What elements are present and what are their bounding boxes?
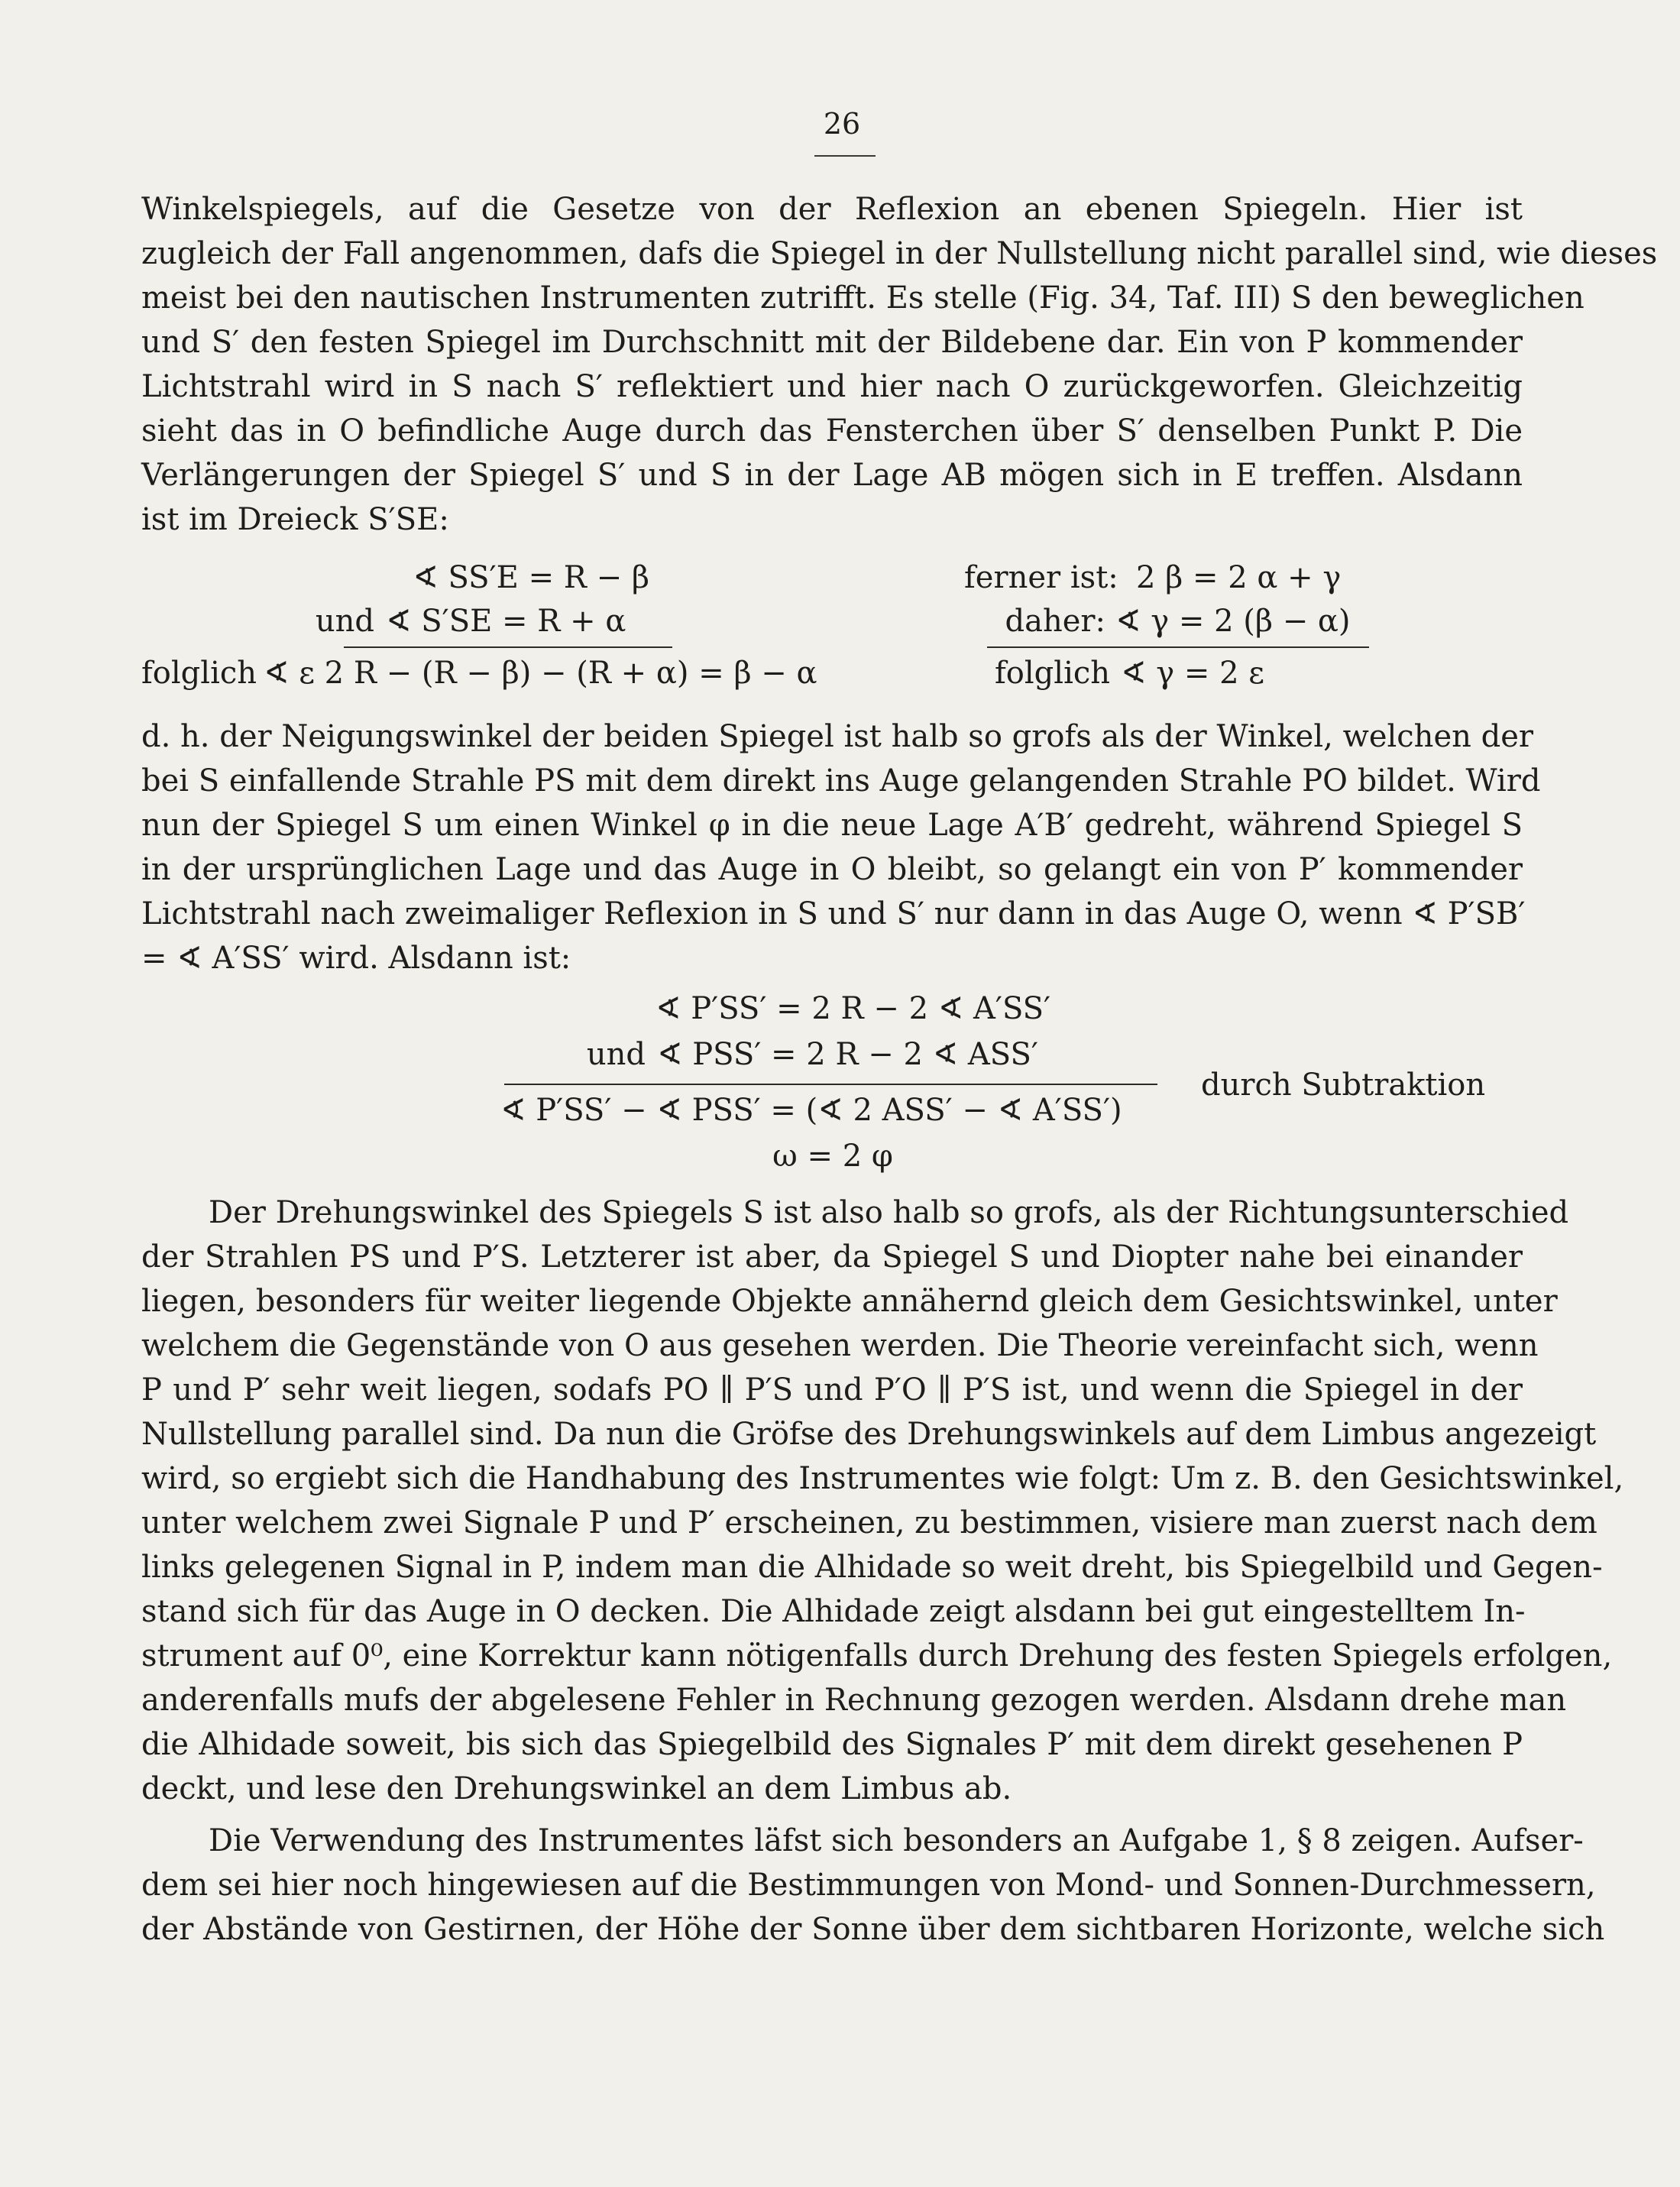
text-line: wird, so ergiebt sich die Handhabung des Instrumentes wie folgt: Um z. B. den Gesichtswinkel, [141,1461,1624,1496]
equation-left-2: ∢ S′SE = R + α [386,604,626,639]
equation-label-und: und [315,604,374,639]
text-line: meist bei den nautischen Instrumenten zutrifft. Es stelle (Fig. 34, Taf. III) S den beweglichen [141,280,1585,316]
text-line: Nullstellung parallel sind. Da nun die Gröfse des Drehungswinkels auf dem Limbus angezeigt [141,1417,1597,1452]
equation-right-3: ∢ γ = 2 ε [1121,656,1264,691]
text-line: liegen, besonders für weiter liegende Objekte annähernd gleich dem Gesichtswinkel, unter [141,1284,1558,1319]
text-line: anderenfalls mufs der abgelesene Fehler in Rechnung gezogen werden. Alsdann drehe man [141,1683,1567,1718]
equation-label-ferner: ferner ist: [964,560,1118,595]
text-line: dem sei hier noch hingewiesen auf die Bestimmungen von Mond- und Sonnen-Durchmessern, [141,1868,1596,1903]
text-line: links gelegenen Signal in P, indem man die Alhidade so weit dreht, bis Spiegelbild und Gegen- [141,1550,1603,1585]
text-line: nun der Spiegel S um einen Winkel φ in die neue Lage A′B′ gedreht, während Spiegel S [141,808,1523,843]
equation-2-line-1: ∢ P′SS′ = 2 R − 2 ∢ A′SS′ [655,991,1051,1026]
text-line: Lichtstrahl wird in S nach S′ reflektiert und hier nach O zurückgeworfen. Gleichzeitig [141,369,1523,404]
equation-left-3: ∢ ε 2 R − (R − β) − (R + α) = β − α [264,656,817,691]
paragraph-4 [141,1819,1605,1952]
equation-right-1: 2 β = 2 α + γ [1136,560,1342,595]
equation-label-folglich: folglich [141,656,257,691]
equation-rule [344,646,672,648]
text-line: Der Drehungswinkel des Spiegels S ist also halb so grofs, als der Richtungsunterschied [209,1195,1569,1230]
text-line: Winkelspiegels, auf die Gesetze von der Reflexion an ebenen Spiegeln. Hier ist [141,192,1523,227]
text-line: sieht das in O befindliche Auge durch das Fensterchen über S′ denselben Punkt P. Die [141,413,1523,449]
text-line: deckt, und lese den Drehungswinkel an dem Limbus ab. [141,1771,1012,1806]
equation-left-1: ∢ SS′E = R − β [413,560,649,595]
paragraph-2 [141,714,1541,980]
equation-2-line-2: ∢ PSS′ = 2 R − 2 ∢ ASS′ [657,1037,1038,1072]
paragraph-3 [141,1191,1624,1811]
text-line: Die Verwendung des Instrumentes läfst sich besonders an Aufgabe 1, § 8 zeigen. Aufser- [209,1823,1584,1858]
text-line: Verlängerungen der Spiegel S′ und S in der Lage AB mögen sich in E treffen. Alsdann [141,458,1523,493]
text-line: = ∢ A′SS′ wird. Alsdann ist: [141,941,571,976]
equation-2-line-3: ∢ P′SS′ − ∢ PSS′ = (∢ 2 ASS′ − ∢ A′SS′) [500,1093,1122,1128]
text-line: unter welchem zwei Signale P und P′ erscheinen, zu bestimmen, visiere man zuerst nach dem [141,1505,1597,1541]
text-line: Lichtstrahl nach zweimaliger Reflexion in S und S′ nur dann in das Auge O, wenn ∢ P′SB′ [141,896,1526,932]
text-line: strument auf 0⁰, eine Korrektur kann nötigenfalls durch Drehung des festen Spiegels erfolgen, [141,1638,1613,1673]
text-line: ist im Dreieck S′SE: [141,502,449,537]
equation-2-line-4: ω = 2 φ [772,1139,893,1174]
text-line: der Abstände von Gestirnen, der Höhe der Sonne über dem sichtbaren Horizonte, welche sich [141,1912,1605,1947]
equation-label-daher: daher: [1005,604,1105,639]
page-number-rule [814,155,876,157]
text-line: zugleich der Fall angenommen, dafs die Spiegel in der Nullstellung nicht parallel sind, wie dieses [141,236,1658,271]
text-line: und S′ den festen Spiegel im Durchschnitt mit der Bildebene dar. Ein von P kommender [141,325,1523,360]
text-line: d. h. der Neigungswinkel der beiden Spiegel ist halb so grofs als der Winkel, welchen der [141,719,1533,754]
paragraph-1 [141,187,1658,542]
text-line: bei S einfallende Strahle PS mit dem direkt ins Auge gelangenden Strahle PO bildet. Wird [141,763,1541,799]
text-line: P und P′ sehr weit liegen, sodafs PO ∥ P′S und P′O ∥ P′S ist, und wenn die Spiegel in der [141,1372,1523,1408]
text-line: stand sich für das Auge in O decken. Die Alhidade zeigt alsdann bei gut eingestelltem In- [141,1594,1526,1629]
text-line: welchem die Gegenstände von O aus gesehen werden. Die Theorie vereinfacht sich, wenn [141,1328,1539,1363]
text-line: der Strahlen PS und P′S. Letzterer ist aber, da Spiegel S und Diopter nahe bei einander [141,1239,1523,1275]
equation-side-note: durch Subtraktion [1201,1068,1486,1103]
equation-rule [987,646,1369,648]
page-number: 26 [823,107,861,141]
equation-label-und: und [586,1037,646,1072]
equation-label-folglich: folglich [995,656,1111,691]
equation-right-2: ∢ γ = 2 (β − α) [1115,604,1351,639]
equation-rule [504,1084,1157,1085]
text-line: in der ursprünglichen Lage und das Auge in O bleibt, so gelangt ein von P′ kommender [141,852,1523,887]
text-line: die Alhidade soweit, bis sich das Spiegelbild des Signales P′ mit dem direkt gesehenen P [141,1727,1523,1762]
